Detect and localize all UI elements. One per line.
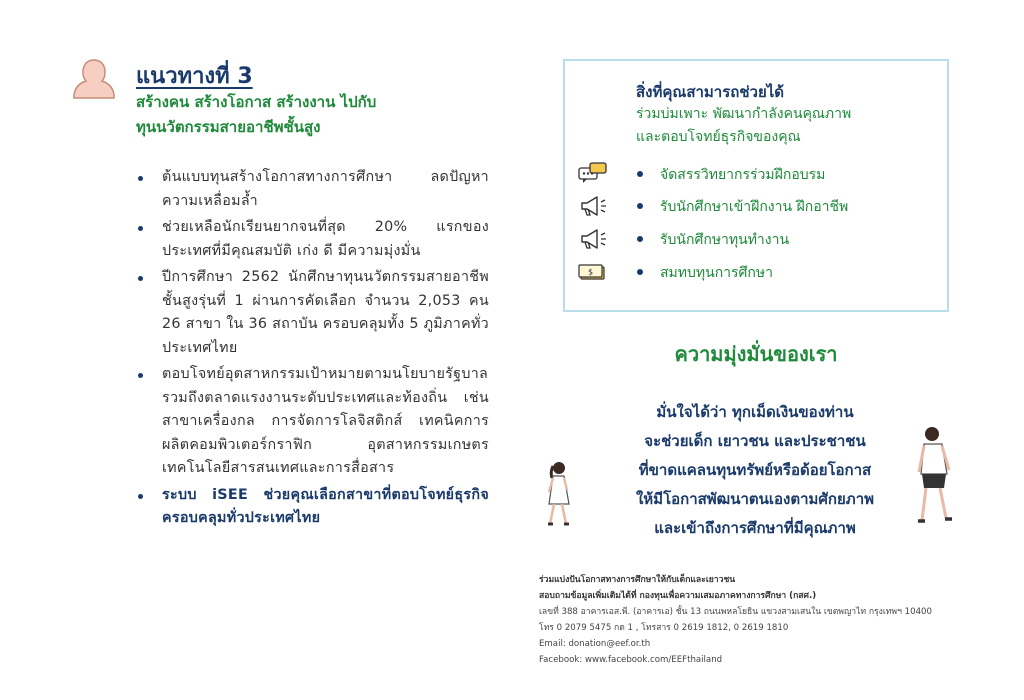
footer-phone: โทร 0 2079 5475 กด 1 , โทรสาร 0 2619 1812, 0 2619 1810 xyxy=(539,623,789,633)
commitment-line: ให้มีโอกาสพัฒนาตนเองตามศักยภาพ xyxy=(635,490,875,508)
footer-line: สอบถามข้อมูลเพิ่มเติมได้ที่ กองทุนเพื่อความเสมอภาคทางการศึกษา (กสศ.) xyxy=(539,591,817,601)
help-item-label: รับนักศึกษาเข้าฝึกงาน ฝึกอาชีพ xyxy=(660,199,849,215)
list-item-highlight: ระบบ iSEE ช่วยคุณเลือกสาขาที่ตอบโจทย์ธุรกิจ ครอบคลุมทั่วประเทศไทย xyxy=(134,484,489,531)
list-item: ตอบโจทย์อุตสาหกรรมเป้าหมายตามนโยบายรัฐบาล รวมถึงตลาดแรงงานระดับประเทศและท้องถิ่น เช่น สาขาเครื่องกล การจัดการโลจิสติกส์ เทคนิคการผลิตคอมพิวเตอร์กราฟิก อุตสาหกรรมเกษตร เทคโนโลยีสารสนเทศและการสื่อสาร xyxy=(134,363,489,481)
list-item: ต้นแบบทุนสร้างโอกาสทางการศึกษา ลดปัญหาความเหลื่อมล้ำ xyxy=(134,166,489,213)
chat-bubbles-icon xyxy=(578,162,608,186)
help-item xyxy=(578,162,938,188)
help-item-label: รับนักศึกษาทุนทำงาน xyxy=(660,232,790,248)
list-item: ปีการศึกษา 2562 นักศึกษาทุนนวัตกรรมสายอาชีพชั้นสูงรุ่นที่ 1 ผ่านการคัดเลือก จำนวน 2,053 คน 26 สาขา ใน 36 สถาบัน ครอบคลุมทั้ง 5 ภูมิภาคทั่วประเทศไทย xyxy=(134,266,489,360)
bullet-dot xyxy=(637,171,643,177)
commitment-line: ที่ขาดแคลนทุนทรัพย์หรือด้อยโอกาส xyxy=(638,461,872,479)
help-subtitle xyxy=(636,103,916,149)
commitment-line: จะช่วยเด็ก เยาวชน และประชาชน xyxy=(644,432,866,450)
bullet-dot xyxy=(637,203,643,209)
svg-text:$: $ xyxy=(587,267,594,277)
bullet-list xyxy=(134,166,489,531)
page-title: แนวทางที่ 3 xyxy=(136,64,253,89)
commitment-line: และเข้าถึงการศึกษาที่มีคุณภาพ xyxy=(654,519,856,537)
help-item xyxy=(578,194,938,220)
footer-facebook[interactable]: Facebook: www.facebook.com/EEFthailand xyxy=(539,655,723,665)
commitment-line: มั่นใจได้ว่า ทุกเม็ดเงินของท่าน xyxy=(656,403,854,421)
girl-illustration xyxy=(540,460,574,530)
help-item-label: สมทบทุนการศึกษา xyxy=(660,265,773,281)
footer-contact xyxy=(539,572,979,668)
boy-illustration xyxy=(912,424,958,528)
help-subtitle-line: ร่วมบ่มเพาะ พัฒนากำลังคนคุณภาพ xyxy=(636,106,852,122)
list-item: ช่วยเหลือนักเรียนยากจนที่สุด 20% แรกของประเทศที่มีคุณสมบัติ เก่ง ดี มีความมุ่งมั่น xyxy=(134,216,489,263)
help-title: สิ่งที่คุณสามารถช่วยได้ xyxy=(636,83,785,101)
subtitle-line: ทุนนวัตกรรมสายอาชีพชั้นสูง xyxy=(136,118,321,136)
help-item-label: จัดสรรวิทยากรร่วมฝึกอบรม xyxy=(660,167,826,183)
person-avatar-icon xyxy=(72,56,116,102)
footer-email[interactable]: Email: donation@eef.or.th xyxy=(539,639,651,649)
footer-address: เลขที่ 388 อาคารเอส.พี. (อาคารเอ) ชั้น 13 ถนนพหลโยธิน แขวงสามเสนใน เขตพญาไท กรุงเทพฯ 10400 xyxy=(539,607,932,617)
megaphone-icon xyxy=(578,194,608,218)
help-subtitle-line: และตอบโจทย์ธุรกิจของคุณ xyxy=(636,129,801,145)
help-item xyxy=(578,227,938,253)
money-bill-icon xyxy=(578,260,608,284)
subtitle-line: สร้างคน สร้างโอกาส สร้างงาน ไปกับ xyxy=(136,93,377,111)
bullet-dot xyxy=(637,269,643,275)
megaphone-icon xyxy=(578,227,608,251)
commitment-title: ความมุ่งมั่นของเรา xyxy=(674,342,838,366)
bullet-dot xyxy=(637,236,643,242)
help-item xyxy=(578,260,938,286)
commitment-body xyxy=(590,398,920,543)
footer-line: ร่วมแบ่งปันโอกาสทางการศึกษาให้กับเด็กและเยาวชน xyxy=(539,575,736,585)
subtitle xyxy=(136,90,466,140)
